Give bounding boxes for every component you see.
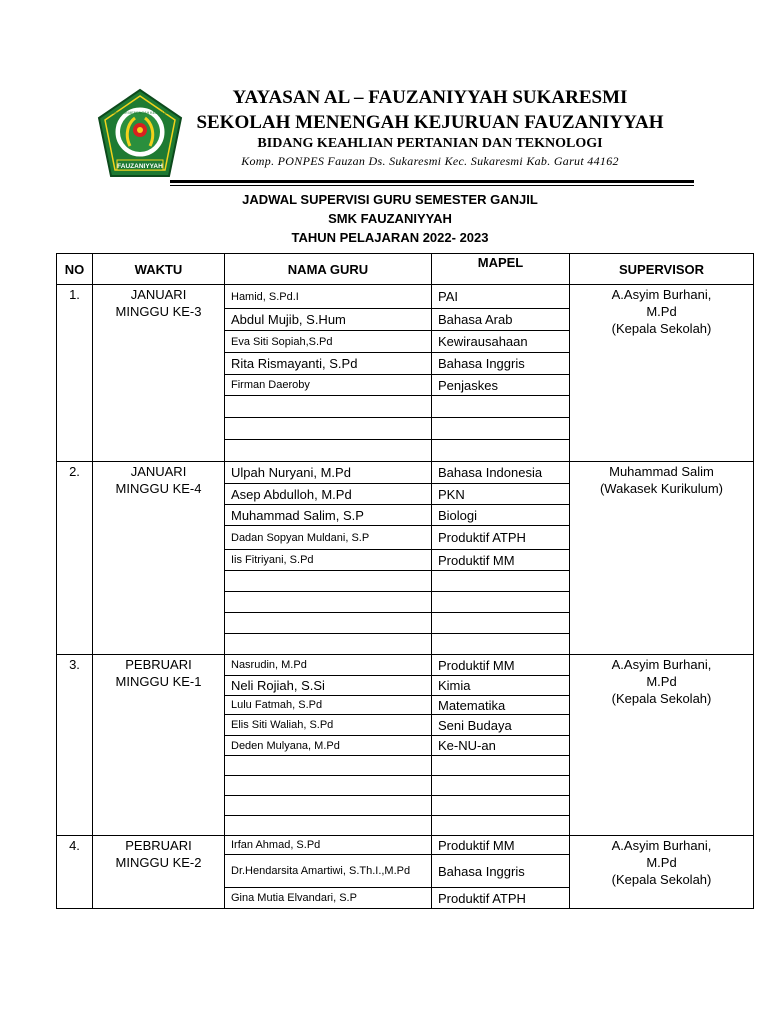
supervisor-line: Muhammad Salim [609, 464, 714, 479]
table-row [57, 462, 754, 484]
subject-name: Bahasa Inggris [432, 855, 570, 888]
supervisor-line: (Kepala Sekolah) [611, 321, 712, 336]
school-name: SEKOLAH MENENGAH KEJURUAN FAUZANIYYAH [196, 112, 664, 133]
subject-name: Bahasa Indonesia [432, 462, 570, 484]
subject-name: Bahasa Inggris [432, 353, 570, 375]
supervisor-line: M.Pd [646, 304, 677, 319]
column-header-no: NO [57, 254, 93, 285]
teacher-name: Ulpah Nuryani, M.Pd [225, 462, 432, 484]
subject-name: Bahasa Arab [432, 309, 570, 331]
subject-name: PKN [432, 484, 570, 505]
subject-name: Produktif ATPH [432, 888, 570, 909]
teacher-name: Asep Abdulloh, M.Pd [225, 484, 432, 505]
row-number: 1. [57, 285, 93, 462]
subject-name [432, 592, 570, 613]
schedule-time [93, 836, 225, 909]
teacher-name: Nasrudin, M.Pd [225, 655, 432, 676]
expertise-field: BIDANG KEAHLIAN PERTANIAN DAN TEKNOLOGI [257, 136, 603, 151]
svg-text:SEKOLAH MENENGAH KEJURUAN: SEKOLAH MENENGAH KEJURUAN [110, 111, 170, 115]
school-address: Komp. PONPES Fauzan Ds. Sukaresmi Kec. Sukaresmi Kab. Garut 44162 [241, 154, 619, 168]
teacher-name: Muhammad Salim, S.P [225, 505, 432, 526]
teacher-name: Hamid, S.Pd.I [225, 285, 432, 309]
table-row [57, 836, 754, 855]
subject-name: Produktif ATPH [432, 526, 570, 550]
column-header-nama-guru: NAMA GURU [225, 254, 432, 285]
table-row [57, 655, 754, 676]
subject-name: Ke-NU-an [432, 736, 570, 756]
subject-name: PAI [432, 285, 570, 309]
teacher-name: Rita Rismayanti, S.Pd [225, 353, 432, 375]
subject-name: Biologi [432, 505, 570, 526]
subject-name: Matematika [432, 696, 570, 715]
table-row [57, 285, 754, 309]
subject-name [432, 396, 570, 418]
schedule-time-line: MINGGU KE-4 [115, 481, 202, 496]
teacher-name: Gina Mutia Elvandari, S.P [225, 888, 432, 909]
column-header-waktu: WAKTU [93, 254, 225, 285]
teacher-name [225, 776, 432, 796]
teacher-name [225, 816, 432, 836]
schedule-time-line: MINGGU KE-1 [115, 674, 202, 689]
subject-name [432, 776, 570, 796]
teacher-name [225, 592, 432, 613]
teacher-name: Eva Siti Sopiah,S.Pd [225, 331, 432, 353]
subject-name: Penjaskes [432, 375, 570, 396]
subject-name [432, 440, 570, 462]
teacher-name: Dr.Hendarsita Amartiwi, S.Th.I.,M.Pd [225, 855, 432, 888]
subject-name [432, 571, 570, 592]
supervisor [570, 655, 754, 836]
header-divider-thin [170, 185, 694, 186]
schedule-time-line: PEBRUARI [125, 838, 192, 853]
teacher-name: Elis Siti Waliah, S.Pd [225, 715, 432, 736]
supervisor [570, 462, 754, 655]
document-subtitle-year: TAHUN PELAJARAN 2022- 2023 [291, 230, 489, 245]
teacher-name: Dadan Sopyan Muldani, S.P [225, 526, 432, 550]
subject-name: Produktif MM [432, 836, 570, 855]
schedule-time-line: MINGGU KE-2 [115, 855, 202, 870]
foundation-name: YAYASAN AL – FAUZANIYYAH SUKARESMI [232, 87, 628, 108]
teacher-name [225, 571, 432, 592]
teacher-name: Neli Rojiah, S.Si [225, 676, 432, 696]
subject-name: Produktif MM [432, 655, 570, 676]
table-header-row [57, 254, 754, 285]
supervisor [570, 285, 754, 462]
teacher-name: Firman Daeroby [225, 375, 432, 396]
schedule-time [93, 285, 225, 462]
column-header-mapel: MAPEL [432, 254, 570, 285]
subject-name: Kewirausahaan [432, 331, 570, 353]
subject-name: Seni Budaya [432, 715, 570, 736]
teacher-name [225, 613, 432, 634]
row-number: 2. [57, 462, 93, 655]
supervisor-line: (Wakasek Kurikulum) [599, 481, 724, 496]
teacher-name [225, 756, 432, 776]
subject-name: Produktif MM [432, 550, 570, 571]
schedule-time [93, 655, 225, 836]
teacher-name [225, 418, 432, 440]
svg-text:FAUZANIYYAH: FAUZANIYYAH [117, 163, 163, 170]
teacher-name: Abdul Mujib, S.Hum [225, 309, 432, 331]
teacher-name: Irfan Ahmad, S.Pd [225, 836, 432, 855]
subject-name [432, 796, 570, 816]
supervisor-line: M.Pd [646, 674, 677, 689]
supervisor-line: A.Asyim Burhani, [611, 657, 712, 672]
subject-name: Kimia [432, 676, 570, 696]
supervisor-line: A.Asyim Burhani, [611, 838, 712, 853]
schedule-time-line: JANUARI [130, 287, 187, 302]
schedule-time-line: MINGGU KE-3 [115, 304, 202, 319]
document-title: JADWAL SUPERVISI GURU SEMESTER GANJIL [242, 192, 538, 207]
teacher-name: Lulu Fatmah, S.Pd [225, 696, 432, 715]
teacher-name [225, 634, 432, 655]
row-number: 4. [57, 836, 93, 909]
schedule-time-line: PEBRUARI [125, 657, 192, 672]
subject-name [432, 756, 570, 776]
supervision-schedule-table [56, 253, 754, 909]
schedule-time [93, 462, 225, 655]
schedule-time-line: JANUARI [130, 464, 187, 479]
column-header-supervisor: SUPERVISOR [570, 254, 754, 285]
supervisor-line: A.Asyim Burhani, [611, 287, 712, 302]
subject-name [432, 816, 570, 836]
document-subtitle-school: SMK FAUZANIYYAH [328, 211, 452, 226]
teacher-name [225, 396, 432, 418]
teacher-name: Iis Fitriyani, S.Pd [225, 550, 432, 571]
teacher-name: Deden Mulyana, M.Pd [225, 736, 432, 756]
subject-name [432, 613, 570, 634]
row-number: 3. [57, 655, 93, 836]
supervisor-line: (Kepala Sekolah) [611, 691, 712, 706]
teacher-name [225, 796, 432, 816]
supervisor-line: (Kepala Sekolah) [611, 872, 712, 887]
supervisor [570, 836, 754, 909]
subject-name [432, 634, 570, 655]
header-divider-thick [170, 180, 694, 183]
subject-name [432, 418, 570, 440]
teacher-name [225, 440, 432, 462]
supervisor-line: M.Pd [646, 855, 677, 870]
